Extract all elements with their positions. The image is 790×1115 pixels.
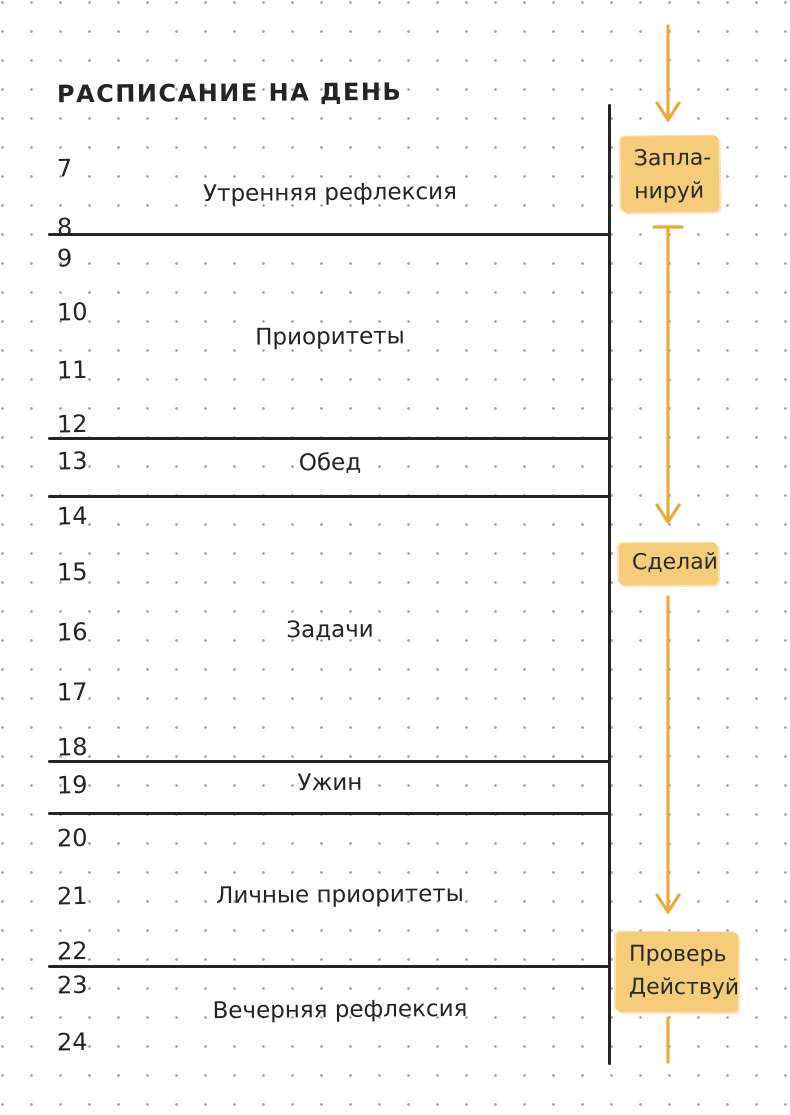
- arrow-down-icon-3: [657, 597, 679, 912]
- schedule-divider-3: [48, 495, 610, 498]
- hour-label-21: 21: [56, 881, 88, 911]
- hour-label-15: 15: [56, 557, 88, 587]
- flow-step-check-act-line-1: Проверь: [629, 941, 727, 968]
- arrow-down-icon-1: [657, 26, 679, 120]
- hour-label-18: 18: [56, 732, 88, 762]
- schedule-divider-1: [48, 233, 610, 236]
- section-label-dinner: Ужин: [297, 769, 363, 797]
- section-label-personal-priorities: Личные приоритеты: [215, 880, 465, 910]
- hour-label-16: 16: [56, 617, 88, 647]
- hour-label-9: 9: [56, 244, 73, 273]
- arrow-down-icon-2: [654, 227, 682, 522]
- section-label-morning-reflection: Утренняя рефлексия: [202, 178, 458, 208]
- flow-step-do-line-1: Сделай: [631, 549, 719, 576]
- flow-step-plan-line-1: Запла-: [633, 145, 712, 172]
- schedule-divider-2: [48, 437, 610, 440]
- section-label-tasks: Задачи: [286, 616, 374, 644]
- flow-step-plan-line-2: нируй: [634, 178, 705, 205]
- section-label-lunch: Обед: [298, 449, 362, 477]
- hour-label-23: 23: [56, 970, 88, 1000]
- flow-step-check-act-line-2: Действуй: [628, 974, 740, 1001]
- hour-label-11: 11: [56, 355, 88, 385]
- section-label-priorities: Приоритеты: [255, 323, 405, 351]
- hour-label-20: 20: [56, 823, 88, 853]
- flow-step-plan: [621, 135, 720, 212]
- hour-label-14: 14: [56, 501, 88, 531]
- hour-label-24: 24: [56, 1027, 88, 1057]
- hour-label-17: 17: [56, 677, 88, 707]
- hour-label-13: 13: [56, 446, 88, 476]
- hour-label-19: 19: [56, 770, 88, 800]
- page-title: РАСПИСАНИЕ НА ДЕНЬ: [56, 77, 403, 109]
- flow-step-check-act: [616, 932, 738, 1013]
- hour-label-12: 12: [56, 409, 88, 439]
- hour-label-8: 8: [56, 213, 73, 242]
- section-label-evening-reflection: Вечерняя рефлексия: [212, 995, 468, 1025]
- flow-step-do: [619, 543, 718, 586]
- hour-label-22: 22: [56, 936, 88, 966]
- schedule-divider-4: [48, 760, 610, 763]
- hour-label-10: 10: [56, 297, 88, 327]
- schedule-divider-6: [48, 965, 610, 968]
- hour-label-7: 7: [56, 154, 73, 183]
- schedule-divider-5: [48, 812, 610, 815]
